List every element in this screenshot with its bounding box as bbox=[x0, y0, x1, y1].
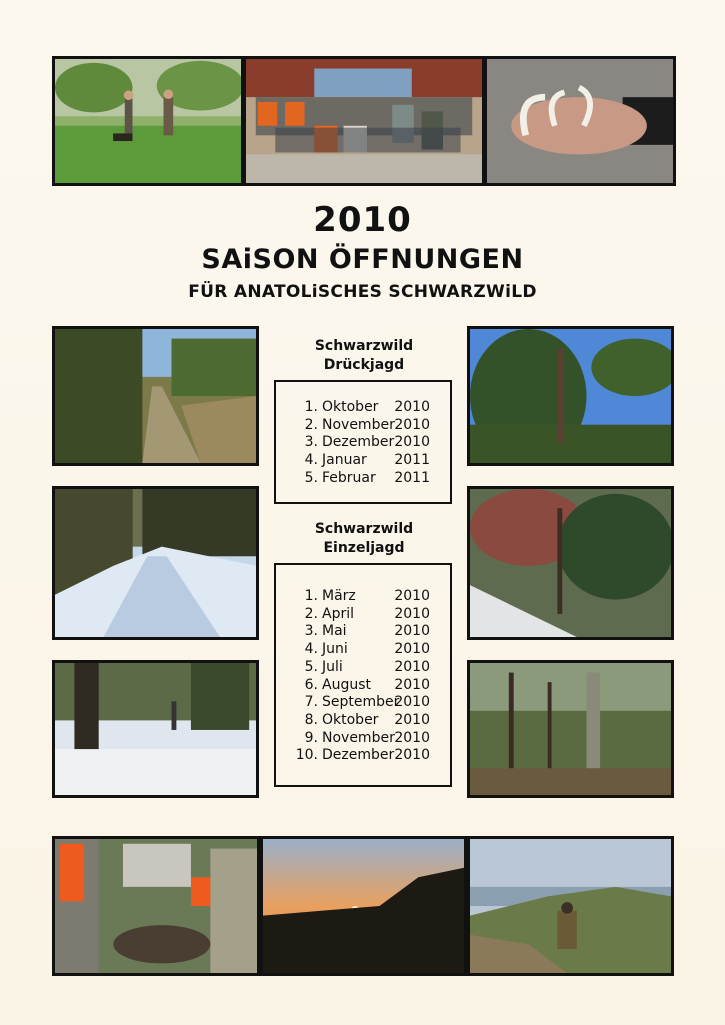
druckjagd-heading-line1: Schwarzwild bbox=[314, 338, 414, 354]
page-title: SAiSON ÖFFNUNGEN bbox=[201, 244, 524, 275]
einzeljagd-heading-line1: Schwarzwild bbox=[314, 521, 414, 537]
einzeljagd-dates-box bbox=[274, 563, 452, 787]
date-row-month: März bbox=[322, 588, 356, 604]
date-row-number: 10. bbox=[295, 747, 318, 764]
year-title: 2010 bbox=[313, 200, 412, 240]
photo-hunters-with-dog bbox=[52, 56, 244, 186]
date-row-year: 2011 bbox=[394, 469, 430, 486]
date-row-month: August bbox=[322, 676, 371, 693]
date-row-year: 2010 bbox=[394, 399, 430, 415]
date-row-month: April bbox=[322, 605, 354, 622]
date-row bbox=[276, 641, 450, 659]
date-row bbox=[276, 677, 450, 695]
date-row-month: September bbox=[322, 694, 400, 711]
date-row-number: 7. bbox=[304, 694, 318, 711]
date-row-month: Dezember bbox=[322, 747, 395, 764]
date-row-number: 9. bbox=[304, 729, 318, 746]
date-row bbox=[276, 730, 450, 748]
date-row-year: 2010 bbox=[394, 623, 430, 640]
date-row-number: 1. bbox=[304, 588, 318, 604]
photo-hunters-with-boar bbox=[52, 836, 260, 976]
date-row bbox=[276, 434, 450, 452]
date-row bbox=[276, 470, 450, 488]
date-row-year: 2011 bbox=[394, 452, 430, 469]
date-row-number: 2. bbox=[304, 416, 318, 433]
date-row-number: 1. bbox=[304, 399, 318, 415]
date-row bbox=[276, 694, 450, 712]
druckjagd-heading-line2: Drückjagd bbox=[323, 357, 405, 373]
date-row-number: 5. bbox=[304, 658, 318, 675]
date-row-number: 3. bbox=[304, 434, 318, 451]
date-row-month: November bbox=[322, 729, 395, 746]
photo-sunset-forest bbox=[260, 836, 467, 976]
date-row-year: 2010 bbox=[394, 729, 430, 746]
date-row bbox=[276, 399, 450, 417]
date-row-number: 4. bbox=[304, 452, 318, 469]
date-row-number: 5. bbox=[304, 469, 318, 486]
date-row-number: 2. bbox=[304, 605, 318, 622]
date-row-year: 2010 bbox=[394, 747, 430, 764]
date-row-month: Mai bbox=[322, 623, 347, 640]
photo-snowy-road bbox=[52, 486, 259, 640]
date-row bbox=[276, 588, 450, 606]
date-row bbox=[276, 623, 450, 641]
date-row-month: Oktober bbox=[322, 399, 379, 415]
date-row-month: Juli bbox=[322, 658, 343, 675]
date-row-month: November bbox=[322, 416, 395, 433]
date-row bbox=[276, 417, 450, 435]
photo-hunting-group bbox=[243, 56, 485, 186]
photo-woodland bbox=[467, 660, 674, 798]
date-row bbox=[276, 606, 450, 624]
date-row-year: 2010 bbox=[394, 605, 430, 622]
date-row-month: Juni bbox=[322, 641, 348, 658]
photo-hunter-overlook bbox=[467, 836, 674, 976]
date-row-month: Dezember bbox=[322, 434, 395, 451]
date-row bbox=[276, 747, 450, 765]
date-row-year: 2010 bbox=[394, 676, 430, 693]
date-row-year: 2010 bbox=[394, 711, 430, 728]
photo-pine-trees-sky bbox=[467, 326, 674, 466]
page-subtitle: FÜR ANATOLiSCHES SCHWARZWiLD bbox=[188, 282, 537, 302]
druckjagd-dates-box bbox=[274, 380, 452, 504]
einzeljagd-heading-line2: Einzeljagd bbox=[323, 540, 405, 556]
einzeljagd-heading bbox=[274, 520, 454, 558]
date-row-month: Oktober bbox=[322, 711, 379, 728]
date-row-year: 2010 bbox=[394, 434, 430, 451]
photo-boar-tusks-in-hand bbox=[484, 56, 676, 186]
date-row-year: 2010 bbox=[394, 588, 430, 604]
date-row-month: Februar bbox=[322, 469, 376, 486]
date-row-month: Januar bbox=[322, 452, 367, 469]
date-row-year: 2010 bbox=[394, 416, 430, 433]
date-row-number: 6. bbox=[304, 676, 318, 693]
druckjagd-heading bbox=[274, 337, 454, 375]
photo-autumn-forest bbox=[467, 486, 674, 640]
date-row-year: 2010 bbox=[394, 694, 430, 711]
date-row-number: 3. bbox=[304, 623, 318, 640]
date-row-number: 4. bbox=[304, 641, 318, 658]
date-row bbox=[276, 659, 450, 677]
date-row bbox=[276, 712, 450, 730]
photo-snowy-forest bbox=[52, 660, 259, 798]
date-row-year: 2010 bbox=[394, 658, 430, 675]
date-row bbox=[276, 452, 450, 470]
photo-forest-road bbox=[52, 326, 259, 466]
date-row-year: 2010 bbox=[394, 641, 430, 658]
date-row-number: 8. bbox=[304, 711, 318, 728]
